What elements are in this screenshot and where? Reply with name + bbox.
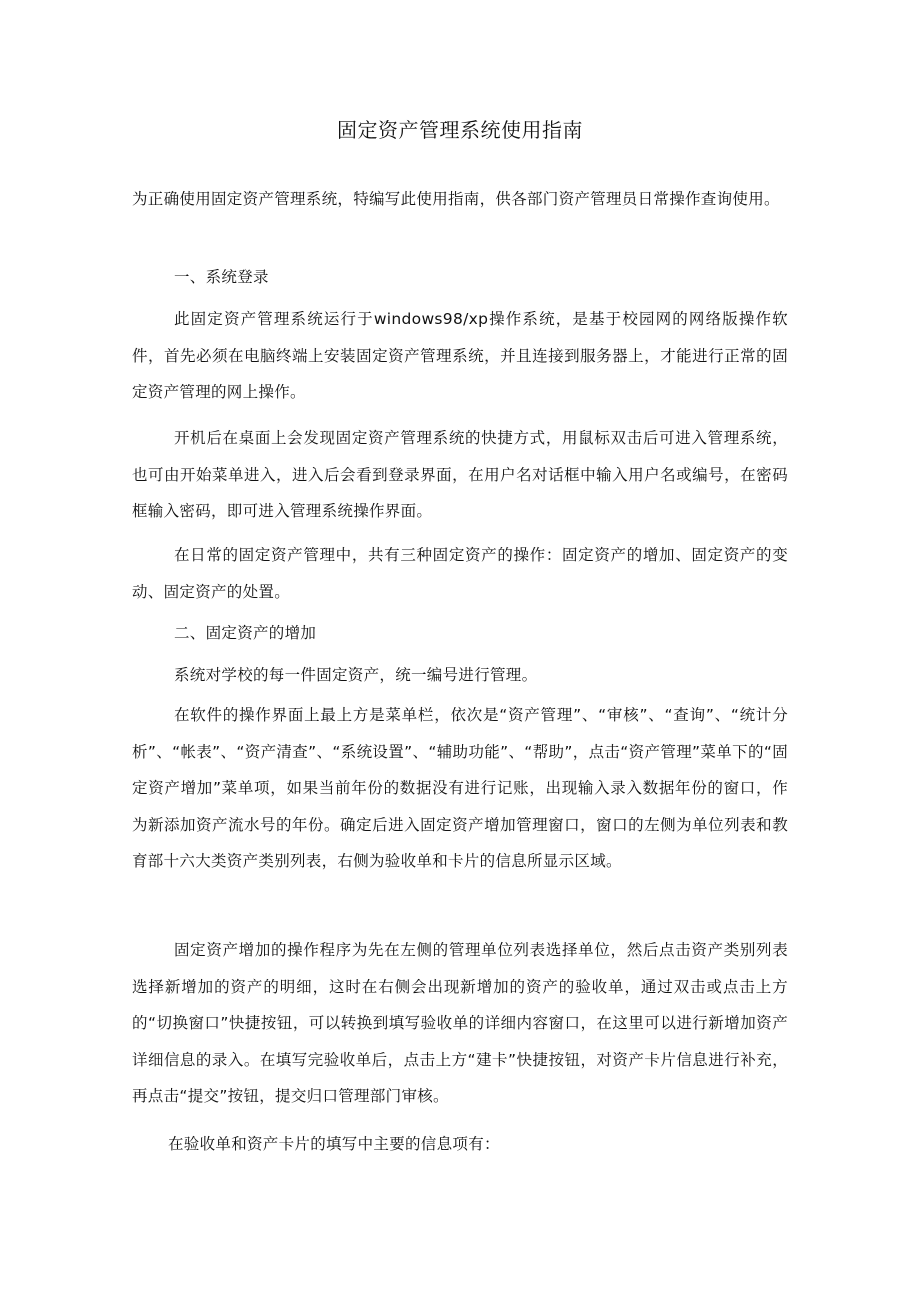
login-paragraph-operations: 在日常的固定资产管理中，共有三种固定资产的操作：固定资产的增加、固定资产的变动、固定资产的处置。 <box>132 546 788 601</box>
section-heading-login: 一、系统登录 <box>174 268 269 286</box>
addition-paragraph-procedure: 固定资产增加的操作程序为先在左侧的管理单位列表选择单位，然后点击资产类别列表选择新增加的资产的明细，这时在右侧会出现新增加的资产的验收单，通过双击或点击上方的“切换窗口”快捷按钮，可以转换到填写验收单的详细内容窗口，在这里可以进行新增加资产详细信息的录入。在填写完验收单后，点击上方“建卡”快捷按钮，对资产卡片信息进行补充，再点击“提交”按钮，提交归口管理部门审核。 <box>132 941 788 1105</box>
login-paragraph-shortcut: 开机后在桌面上会发现固定资产管理系统的快捷方式，用鼠标双击后可进入管理系统，也可由开始菜单进入，进入后会看到登录界面，在用户名对话框中输入用户名或编号，在密码框输入密码，即可进入管理系统操作界面。 <box>132 429 788 520</box>
login-paragraph-system: 此固定资产管理系统运行于windows98/xp操作系统，是基于校园网的网络版操作软件，首先必须在电脑终端上安装固定资产管理系统，并且连接到服务器上，才能进行正常的固定资产管理的网上操作。 <box>132 310 788 401</box>
document-title: 固定资产管理系统使用指南 <box>337 118 583 142</box>
addition-paragraph-fields: 在验收单和资产卡片的填写中主要的信息项有： <box>168 1135 500 1153</box>
addition-paragraph-menu: 在软件的操作界面上最上方是菜单栏，依次是“资产管理”、“审核”、“查询”、“统计分析”、“帐表”、“资产清查”、“系统设置”、“辅助功能”、“帮助”，点击“资产管理”菜单下的“固定资产增加”菜单项，如果当前年份的数据没有进行记账，出现输入录入数据年份的窗口，作为新添加资产流水号的年份。确定后进入固定资产增加管理窗口，窗口的左侧为单位列表和教育部十六大类资产类别列表，右侧为验收单和卡片的信息所显示区域。 <box>132 706 788 870</box>
section-heading-asset-addition: 二、固定资产的增加 <box>174 624 317 642</box>
addition-paragraph-numbering: 系统对学校的每一件固定资产，统一编号进行管理。 <box>174 666 538 684</box>
intro-paragraph: 为正确使用固定资产管理系统，特编写此使用指南，供各部门资产管理员日常操作查询使用。 <box>132 190 780 208</box>
